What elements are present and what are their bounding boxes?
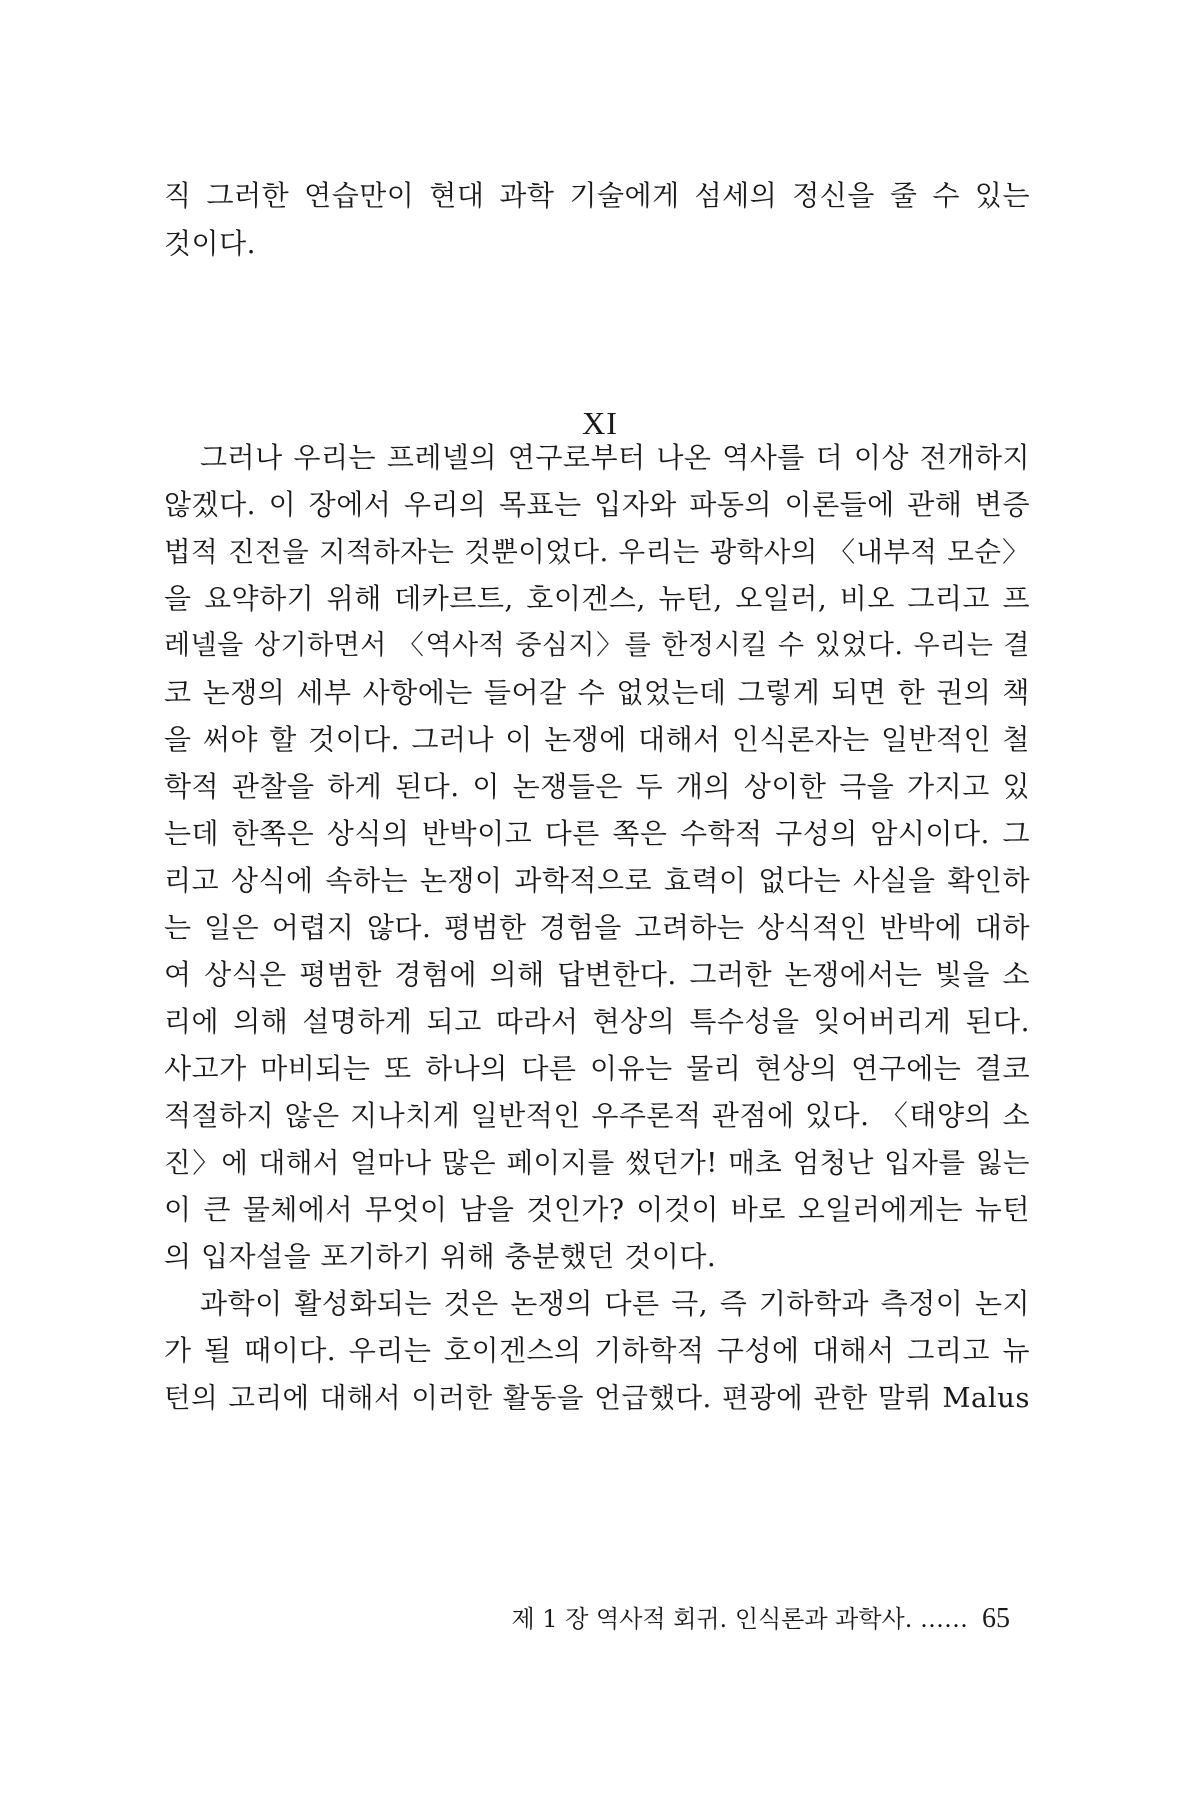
paragraph-line: 학적 관찰을 하게 된다. 이 논쟁들은 두 개의 상이한 극을 가지고 있 bbox=[164, 770, 1030, 803]
intro-line-2: 것이다. bbox=[164, 227, 257, 260]
page-number: 65 bbox=[982, 1603, 1010, 1634]
paragraph-line: 사고가 마비되는 또 하나의 다른 이유는 물리 현상의 연구에는 결코 bbox=[164, 1052, 1030, 1085]
paragraph-line: 는데 한쪽은 상식의 반박이고 다른 쪽은 수학적 구성의 암시이다. 그 bbox=[164, 817, 1030, 850]
intro-line-1: 직 그러한 연습만이 현대 과학 기술에게 섬세의 정신을 줄 수 있는 bbox=[164, 179, 1030, 212]
paragraph-line: 을 요약하기 위해 데카르트, 호이겐스, 뉴턴, 오일러, 비오 그리고 프 bbox=[164, 582, 1030, 615]
paragraph-line: 적절하지 않은 지나치게 일반적인 우주론적 관점에 있다. 〈태양의 소 bbox=[164, 1099, 1030, 1132]
running-head: 제 1 장 역사적 회귀. 인식론과 과학사. …… bbox=[511, 1605, 968, 1633]
paragraph-line: 진〉에 대해서 얼마나 많은 페이지를 썼던가! 매초 엄청난 입자를 잃는 bbox=[164, 1147, 1030, 1179]
paragraph-line: 의 입자설을 포기하기 위해 충분했던 것이다. bbox=[164, 1240, 717, 1273]
paragraph-line: 코 논쟁의 세부 사항에는 들어갈 수 없었는데 그렇게 되면 한 권의 책 bbox=[164, 676, 1030, 709]
section-heading: XI bbox=[582, 405, 618, 441]
paragraph-line: 이 큰 물체에서 무엇이 남을 것인가? 이것이 바로 오일러에게는 뉴턴 bbox=[164, 1193, 1030, 1226]
paragraph-line: 턴의 고리에 대해서 이러한 활동을 언급했다. 편광에 관한 말뤼 Malus bbox=[164, 1382, 1030, 1414]
paragraph-line: 법적 진전을 지적하자는 것뿐이었다. 우리는 광학사의 〈내부적 모순〉 bbox=[164, 536, 1030, 568]
paragraph-line: 을 써야 할 것이다. 그러나 이 논쟁에 대해서 인식론자는 일반적인 철 bbox=[164, 723, 1030, 756]
paragraph-line: 여 상식은 평범한 경험에 의해 답변한다. 그러한 논쟁에서는 빛을 소 bbox=[164, 958, 1030, 991]
paragraph-line: 는 일은 어렵지 않다. 평범한 경험을 고려하는 상식적인 반박에 대하 bbox=[164, 911, 1030, 944]
page-footer bbox=[500, 1594, 1010, 1644]
paragraph-line: 레넬을 상기하면서 〈역사적 중심지〉를 한정시킬 수 있었다. 우리는 결 bbox=[164, 630, 1030, 661]
paragraph-line: 그러나 우리는 프레넬의 연구로부터 나온 역사를 더 이상 전개하지 bbox=[200, 441, 1030, 474]
paragraph-line: 가 될 때이다. 우리는 호이겐스의 기하학적 구성에 대해서 그리고 뉴 bbox=[164, 1334, 1030, 1367]
paragraph-line: 리고 상식에 속하는 논쟁이 과학적으로 효력이 없다는 사실을 확인하 bbox=[164, 864, 1030, 897]
paragraph-line: 않겠다. 이 장에서 우리의 목표는 입자와 파동의 이론들에 관해 변증 bbox=[164, 488, 1030, 521]
paragraph-line: 과학이 활성화되는 것은 논쟁의 다른 극, 즉 기하학과 측정이 논지 bbox=[200, 1287, 1030, 1320]
paragraph-line: 리에 의해 설명하게 되고 따라서 현상의 특수성을 잊어버리게 된다. bbox=[164, 1005, 1030, 1038]
